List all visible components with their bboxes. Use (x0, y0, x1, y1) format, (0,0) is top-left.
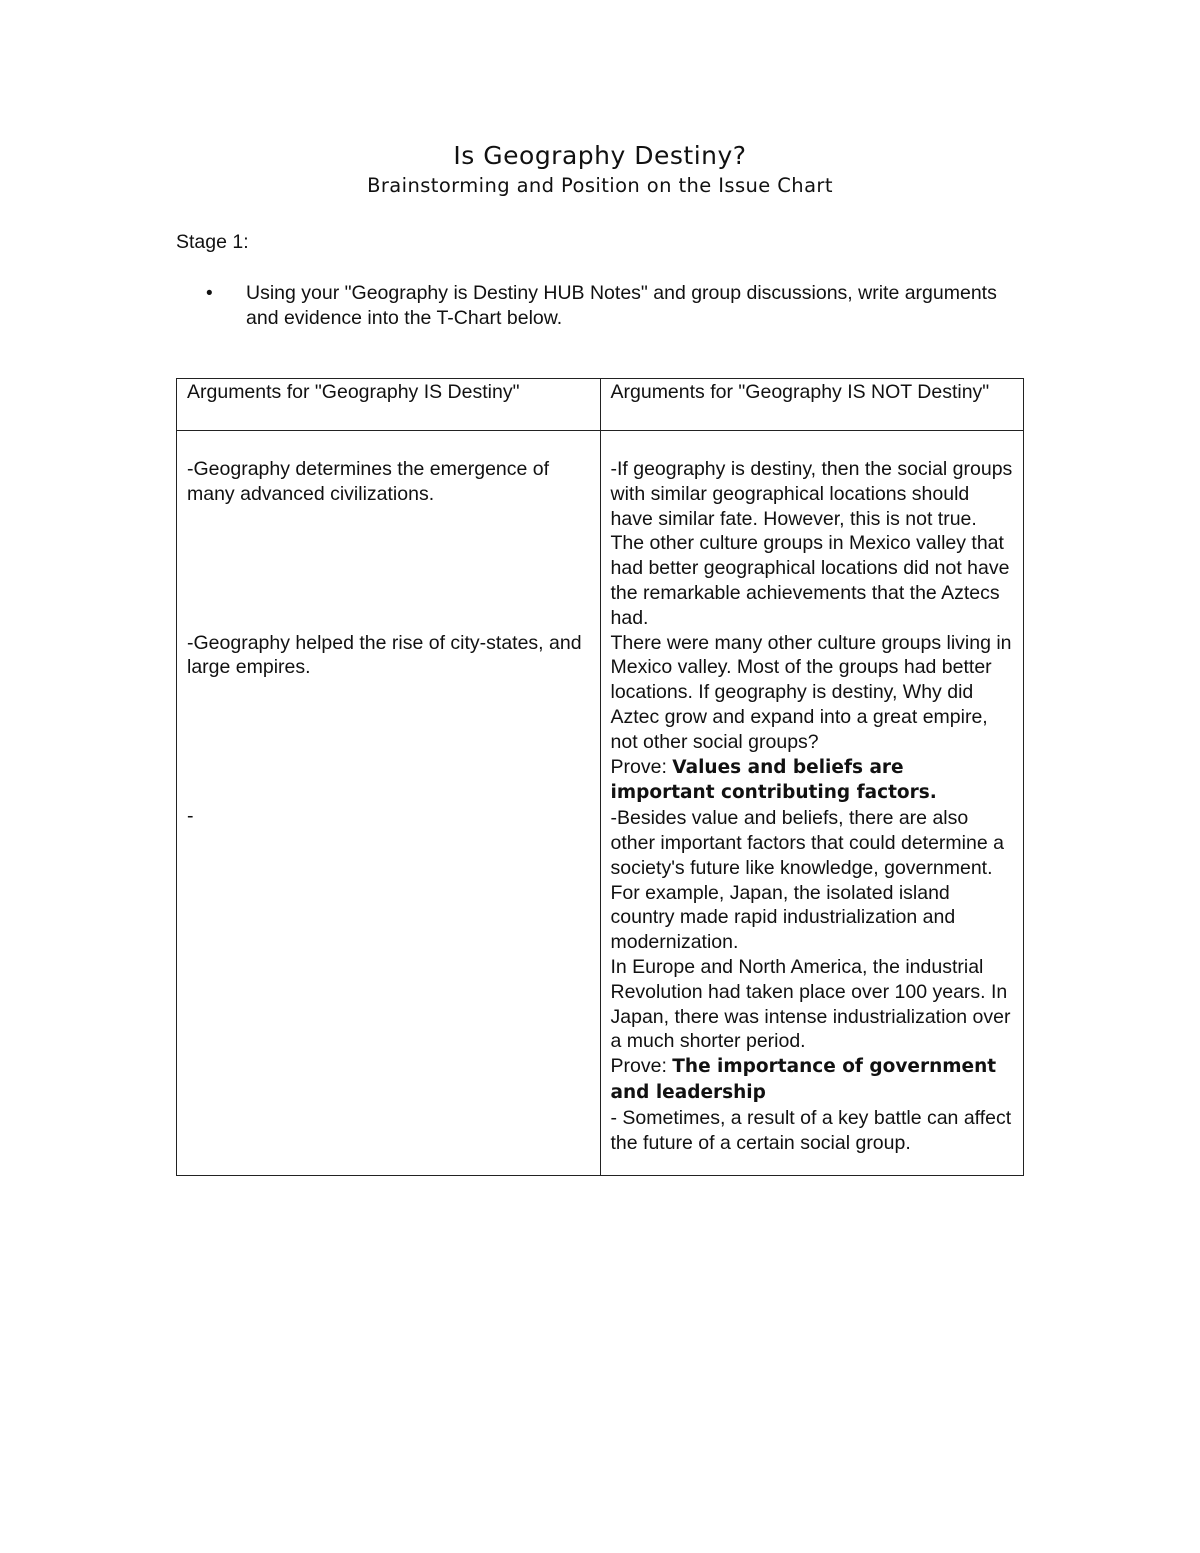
right-paragraph: For example, Japan, the isolated island country made rapid industrialization and modernization. (610, 881, 956, 954)
prove-label: Prove: (610, 1055, 673, 1078)
right-column (600, 431, 1024, 1176)
right-paragraph: There were many other culture groups living in Mexico valley. Most of the groups had better locations. If geography is destiny, Why did Aztec grow and expand into a great empire, not other social groups? (610, 631, 1012, 753)
left-column (177, 431, 601, 1176)
left-item: -Geography helped the rise of city-states, and large empires. (187, 631, 582, 679)
prove-bold-text: The importance of government and leadership (610, 1056, 997, 1103)
left-item: -Geography determines the emergence of many advanced civilizations. (187, 458, 550, 505)
header-left: Arguments for "Geography IS Destiny" (177, 379, 601, 431)
right-paragraph: -If geography is destiny, then the social groups with similar geographical locations should have similar fate. However, this is not true. (610, 458, 1013, 530)
right-paragraph: -Besides value and beliefs, there are also other important factors that could determine a society's future like knowledge, government. (610, 807, 1004, 879)
t-chart-table (176, 378, 1024, 1176)
prove-statement (611, 755, 1014, 807)
t-chart-body-row (177, 431, 1024, 1176)
stage-label: Stage 1: (176, 231, 249, 253)
right-paragraph: In Europe and North America, the industrial Revolution had taken place over 100 years. In Japan, there was intense industrialization over a much shorter period. (610, 955, 1011, 1053)
t-chart-header-row (177, 379, 1024, 431)
prove-label: Prove: (610, 755, 673, 778)
right-paragraph: - Sometimes, a result of a key battle can affect the future of a certain social group. (610, 1106, 1012, 1154)
page-title: Is Geography Destiny? (453, 141, 747, 170)
prove-bold-text: Values and beliefs are important contributing factors. (610, 756, 937, 804)
right-paragraph: The other culture groups in Mexico valley that had better geographical locations did not have the remarkable achievements that the Aztecs had. (610, 532, 1010, 629)
page-subtitle: Brainstorming and Position on the Issue Chart (367, 174, 833, 197)
bullet-icon: • (206, 283, 213, 304)
header-right: Arguments for "Geography IS NOT Destiny" (600, 379, 1024, 431)
left-item: - (187, 805, 194, 828)
instruction-text: Using your "Geography is Destiny HUB Notes" and group discussions, write arguments and evidence into the T-Chart below. (246, 282, 997, 329)
prove-statement (611, 1054, 1014, 1106)
